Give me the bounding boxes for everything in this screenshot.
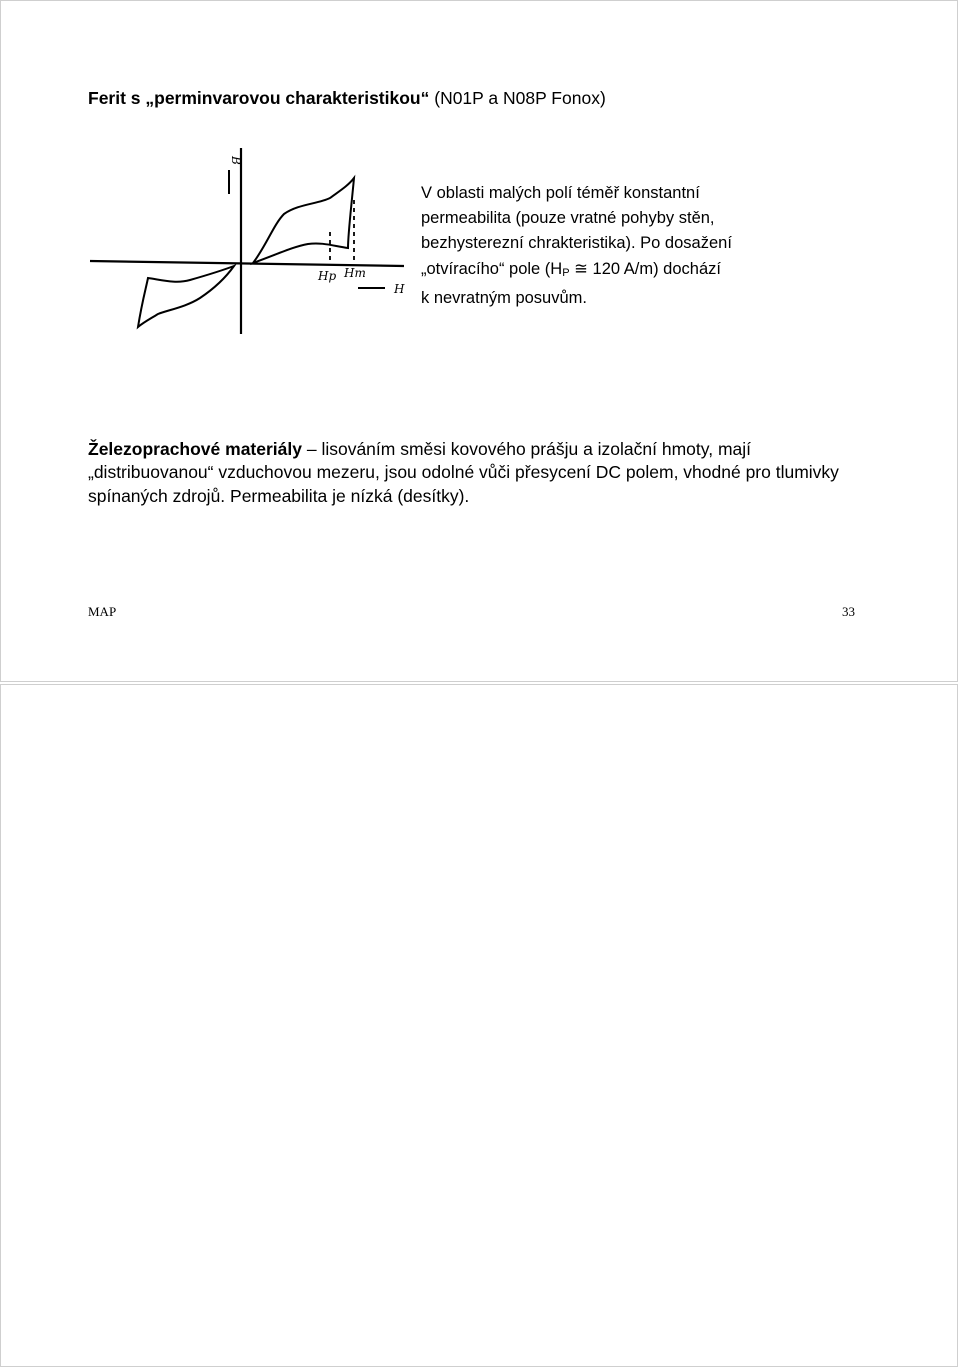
blank-page: [0, 684, 958, 1367]
paragraph-text: – lisováním směsi kovového prášju a izolační hmoty, mají „distribuovanou“ vzduchovou mezeru, jsou odolné vůči přesycení DC polem, vhodné pro tlumivky spínaných zdrojů. Permeabilita je nízká (desítky).: [88, 439, 839, 506]
desc-line: V oblasti malých polí téměř konstantní: [421, 184, 700, 202]
h-label: H: [394, 282, 405, 296]
powder-materials-paragraph: [88, 438, 868, 508]
title-bold: Ferit s „perminvarovou charakteristikou“: [88, 88, 430, 108]
upper-loop-curve: [253, 178, 354, 263]
footer-left: MAP: [88, 604, 117, 619]
slide-title: [88, 88, 606, 109]
desc-line-formula: [421, 257, 841, 286]
desc-line4-post: ≅ 120 A/m) dochází: [569, 259, 721, 278]
hysteresis-figure: [86, 142, 416, 342]
figure-description: [421, 181, 841, 311]
desc-line4-pre: „otvíracího“ pole (H: [421, 259, 563, 278]
desc-line: k nevratným posuvům.: [421, 288, 587, 307]
desc-line: permeabilita (pouze vratné pohyby stěn,: [421, 209, 715, 228]
paragraph-bold: Železoprachové materiály: [88, 439, 302, 459]
title-rest: (N01P a N08P Fonox): [429, 88, 606, 108]
b-label: B: [229, 156, 243, 165]
hp-label: Hp: [318, 269, 337, 283]
hp-subscript: P: [562, 266, 570, 279]
desc-line: bezhysterezní chrakteristika). Po dosažení: [421, 234, 732, 253]
page-number: 33: [842, 604, 855, 619]
hm-label: Hm: [344, 266, 366, 280]
lower-loop-curve: [138, 266, 234, 327]
